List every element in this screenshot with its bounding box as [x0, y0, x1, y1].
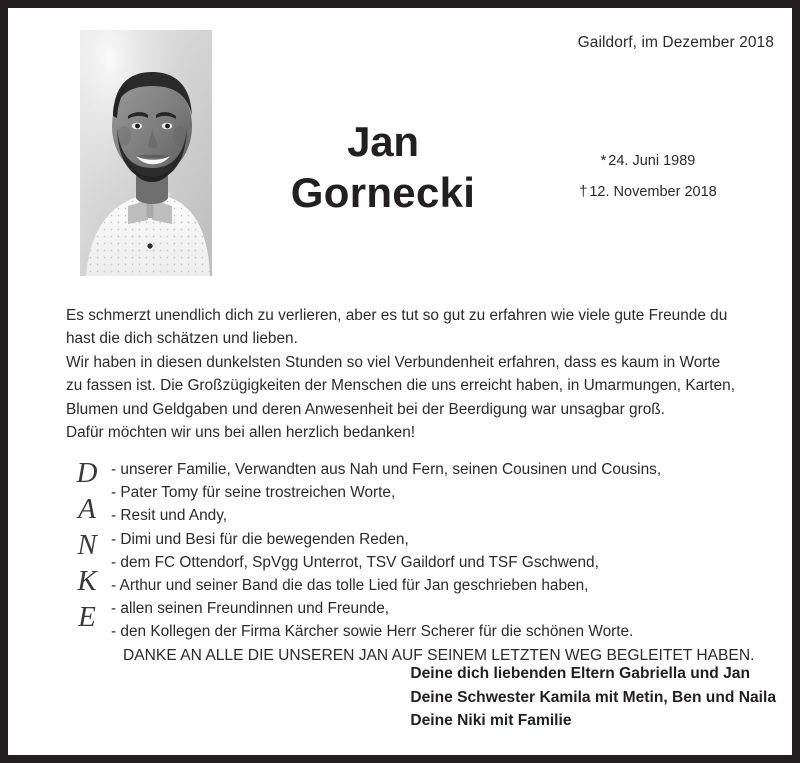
birth-date-row: [553, 146, 743, 177]
list-item: - Arthur und seiner Band die das tolle Lied für Jan geschrieben haben,: [111, 576, 589, 594]
message-line: Es schmerzt unendlich dich zu verlieren, aber es tut so gut zu erfahren wie viele gute Freunde du: [66, 307, 728, 324]
portrait-photo: [80, 30, 212, 276]
birth-star-icon: *: [600, 153, 607, 169]
portrait-illustration: [80, 30, 212, 276]
danke-letter-column: [66, 456, 108, 636]
memorial-message: [66, 304, 782, 444]
first-name: Jan: [347, 118, 419, 165]
death-cross-icon: †: [579, 184, 588, 201]
signature-line: Deine Schwester Kamila mit Metin, Ben und Naila: [410, 688, 776, 706]
list-item: - dem FC Ottendorf, SpVgg Unterrot, TSV Gaildorf und TSF Gschwend,: [111, 553, 599, 571]
birth-date: 24. Juni 1989: [608, 153, 696, 169]
list-item: - den Kollegen der Firma Kärcher sowie Herr Scherer für die schönen Worte.: [111, 623, 634, 641]
list-item: - unserer Familie, Verwandten aus Nah und Fern, seinen Cousinen und Cousins,: [111, 461, 662, 478]
deceased-name: [218, 116, 548, 218]
danke-letter: A: [78, 493, 96, 525]
thanks-list: [111, 458, 782, 668]
message-line: Dafür möchten wir uns bei allen herzlich bedanken!: [66, 424, 416, 442]
danke-letter: E: [78, 601, 96, 633]
closing-statement: DANKE AN ALLE DIE UNSEREN JAN AUF SEINEM LETZTEN WEG BEGLEITET HABEN.: [123, 646, 755, 664]
message-line: Wir haben in diesen dunkelsten Stunden so viel Verbundenheit erfahren, dass es kaum in Worte: [66, 353, 721, 371]
death-date-row: [553, 177, 743, 208]
danke-letter: N: [77, 529, 97, 561]
list-item: - allen seinen Freundinnen und Freunde,: [111, 600, 390, 618]
death-date: 12. November 2018: [589, 184, 717, 201]
obituary-sheet: [8, 8, 792, 755]
signature-line: Deine dich liebenden Eltern Gabriella und Jan: [410, 664, 750, 682]
signature-block: [410, 662, 776, 733]
list-item: - Resit und Andy,: [111, 507, 228, 525]
list-item: - Pater Tomy für seine trostreichen Worte,: [111, 484, 396, 502]
message-line: Blumen und Geldgaben und deren Anwesenheit bei der Beerdigung war unsagbar groß.: [66, 400, 665, 418]
life-dates: [553, 146, 743, 208]
danke-letter: D: [76, 457, 98, 489]
last-name: Gornecki: [290, 169, 476, 217]
list-item: - Dimi und Besi für die bewegenden Reden,: [111, 530, 409, 548]
danke-letter: K: [77, 565, 97, 597]
message-line: hast die dich schätzen und lieben.: [66, 330, 298, 348]
signature-line: Deine Niki mit Familie: [410, 712, 572, 730]
message-line: zu fassen ist. Die Großzügigkeiten der Menschen die uns erreicht haben, in Umarmungen, Karten,: [66, 377, 735, 395]
place-and-date: Gaildorf, im Dezember 2018: [577, 34, 774, 51]
